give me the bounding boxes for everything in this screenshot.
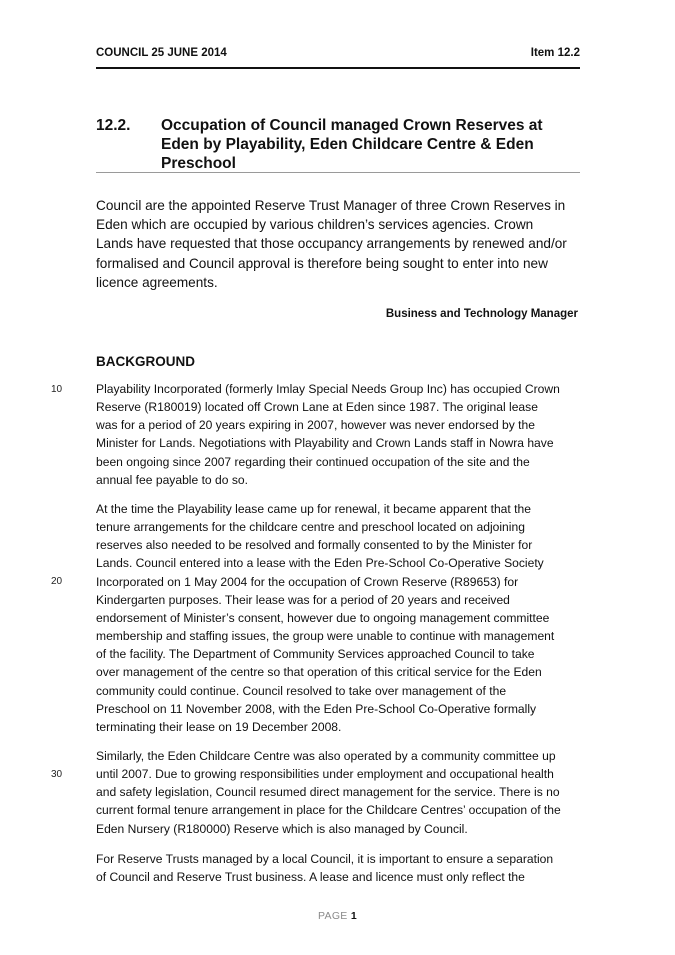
paragraph-line: Reserve (R180019) located off Crown Lane at Eden since 1987. The original lease <box>96 400 538 415</box>
paragraph-line: current formal tenure arrangement in place for the Childcare Centres’ occupation of the <box>96 803 561 818</box>
line-number: 30 <box>51 769 63 780</box>
paragraph-line: Incorporated on 1 May 2004 for the occupation of Crown Reserve (R89653) for <box>96 574 519 589</box>
body-paragraph <box>96 747 580 838</box>
paragraph-line: For Reserve Trusts managed by a local Council, it is important to ensure a separation <box>96 852 554 866</box>
paragraph-line: At the time the Playability lease came up for renewal, it became apparent that the <box>96 502 531 516</box>
paragraph-line: was for a period of 20 years expiring in 2007, however was never endorsed by the <box>96 418 535 433</box>
item-title-line: Occupation of Council managed Crown Reserves at <box>161 117 543 134</box>
paragraph-line: annual fee payable to do so. <box>96 472 248 487</box>
paragraph-line: community could continue. Council resolved to take over management of the <box>96 683 507 698</box>
page-header <box>96 47 580 59</box>
page-footer <box>0 910 675 922</box>
line-number: 10 <box>51 384 63 395</box>
paragraph-line: Minister for Lands. Negotiations with Playability and Crown Lands staff in Nowra have <box>96 436 554 451</box>
summary-line: Eden which are occupied by various children’s services agencies. Crown <box>96 217 534 233</box>
summary-line: Council are the appointed Reserve Trust Manager of three Crown Reserves in <box>96 198 566 213</box>
summary-line: formalised and Council approval is therefore being sought to enter into new <box>96 255 548 271</box>
paragraph-line: Preschool on 11 November 2008, with the Eden Pre-School Co-Operative formally <box>96 701 537 716</box>
paragraph-line: and safety legislation, Council resumed direct management for the service. There is no <box>96 785 560 800</box>
item-number: 12.2. <box>96 117 131 134</box>
meeting-title: COUNCIL 25 JUNE 2014 <box>96 47 227 59</box>
paragraph-line: terminating their lease on 19 December 2008. <box>96 719 342 734</box>
paragraph-line: Kindergarten purposes. Their lease was for a period of 20 years and received <box>96 592 510 607</box>
paragraph-line: Eden Nursery (R180000) Reserve which is also managed by Council. <box>96 821 468 836</box>
item-reference: Item 12.2 <box>530 47 580 59</box>
paragraph-line: Playability Incorporated (formerly Imlay Special Needs Group Inc) has occupied Crown <box>96 382 560 396</box>
paragraph-line: endorsement of Minister’s consent, however due to ongoing management committee <box>96 610 550 625</box>
body-paragraph <box>96 500 580 736</box>
section-heading: BACKGROUND <box>96 354 195 369</box>
paragraph-line: Similarly, the Eden Childcare Centre was also operated by a community committee up <box>96 749 556 763</box>
page-number: 1 <box>350 910 357 922</box>
paragraph-line: reserves also needed to be resolved and formally consented to by the Minister for <box>96 538 533 553</box>
summary-line: Lands have requested that those occupancy arrangements by renewed and/or <box>96 236 567 252</box>
item-title-line: Preschool <box>161 155 236 172</box>
paragraph-line: membership and staffing issues, the group were unable to continue with management <box>96 629 555 644</box>
body-paragraph <box>96 850 580 886</box>
header-divider <box>96 67 580 69</box>
line-number: 20 <box>51 576 63 587</box>
summary-line: licence agreements. <box>96 274 218 290</box>
summary-paragraph <box>96 196 580 292</box>
paragraph-line: been ongoing since 2007 regarding their continued occupation of the site and the <box>96 454 530 469</box>
report-author: Business and Technology Manager <box>385 308 578 320</box>
item-title-line: Eden by Playability, Eden Childcare Centre & Eden <box>161 136 534 153</box>
page-label: PAGE <box>318 910 348 922</box>
paragraph-line: until 2007. Due to growing responsibilities under employment and occupational health <box>96 767 554 782</box>
paragraph-line: Lands. Council entered into a lease with the Eden Pre-School Co-Operative Society <box>96 556 544 571</box>
title-divider <box>96 172 580 173</box>
body-paragraph <box>96 380 580 489</box>
paragraph-line: tenure arrangements for the childcare centre and preschool located on adjoining <box>96 520 525 535</box>
paragraph-line: of Council and Reserve Trust business. A lease and licence must only reflect the <box>96 870 525 885</box>
item-title-text <box>161 116 561 173</box>
paragraph-line: of the facility. The Department of Community Services approached Council to take <box>96 647 535 662</box>
paragraph-line: over management of the centre so that operation of this critical service for the Eden <box>96 665 542 680</box>
